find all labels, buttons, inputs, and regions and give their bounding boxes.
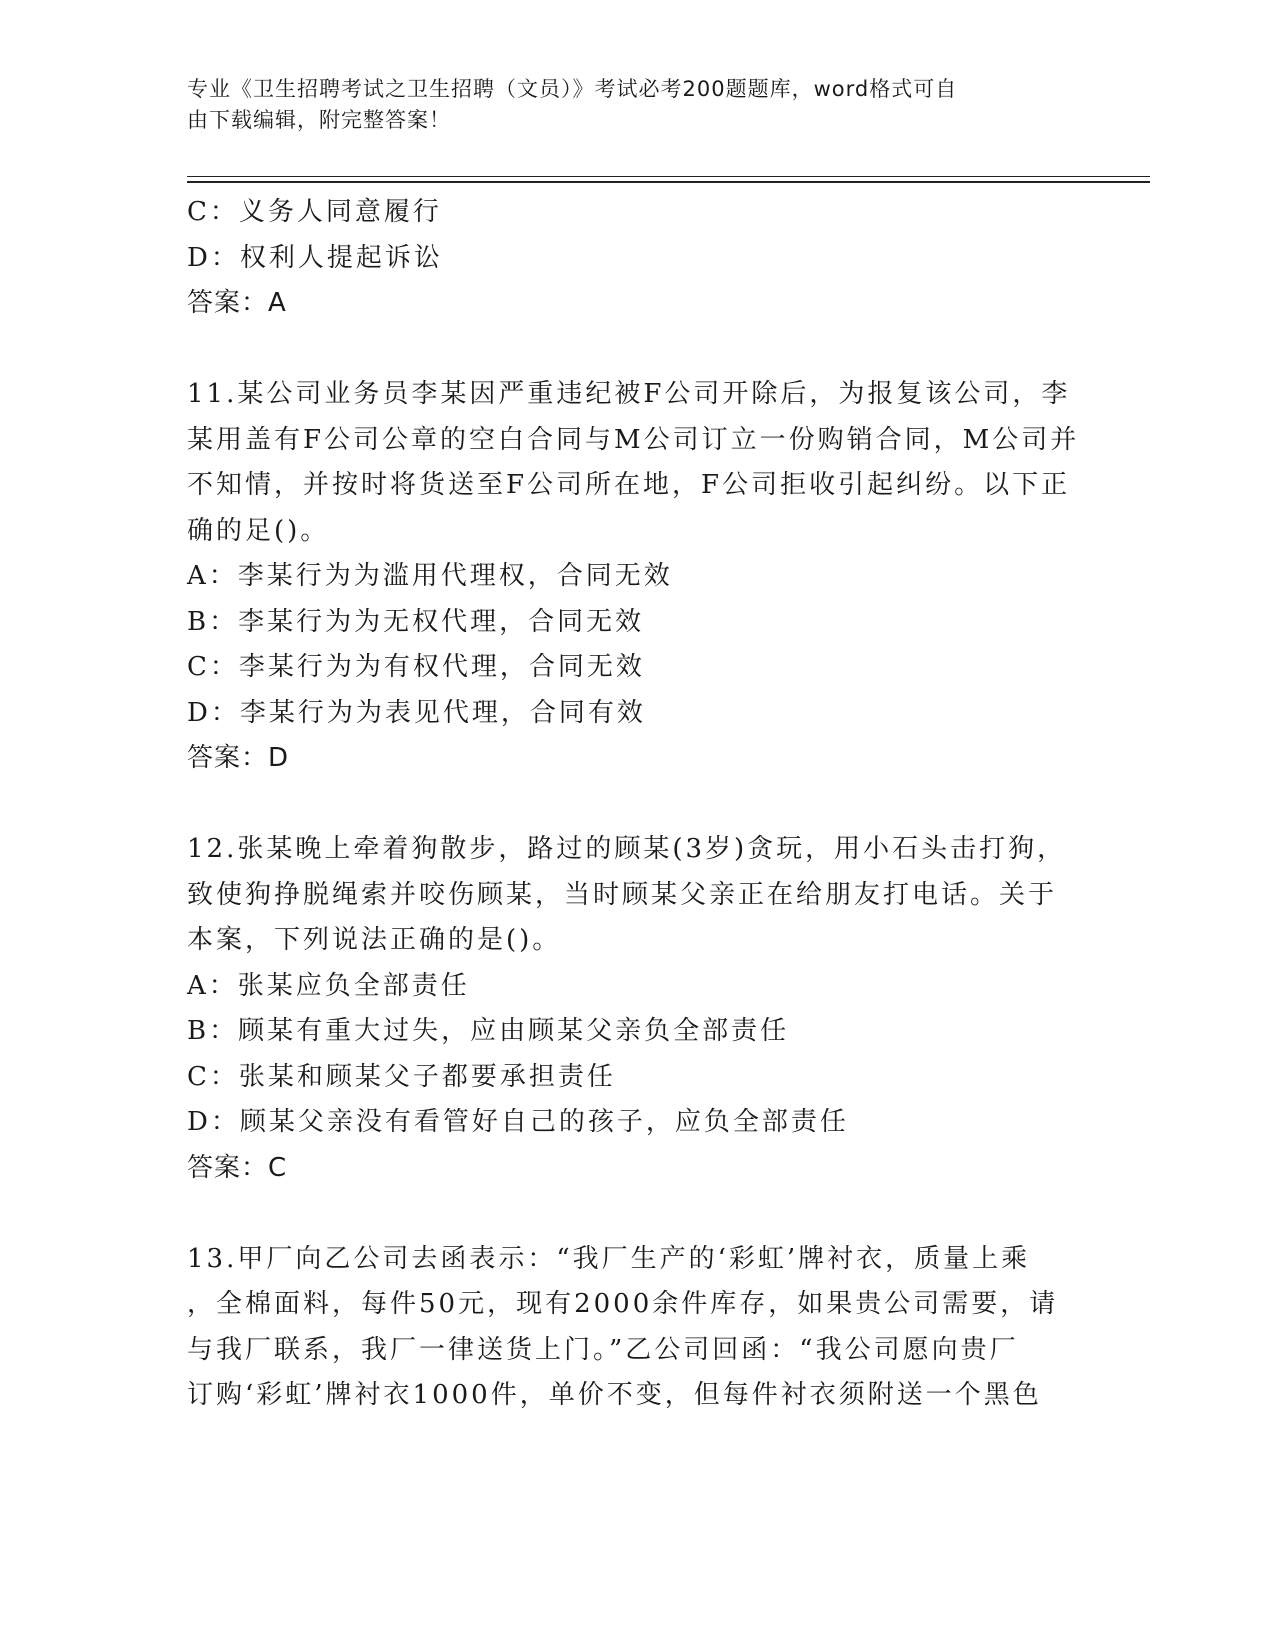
option-c: C：张某和顾某父子都要承担责任 [187,1061,616,1092]
question-spacer [187,782,1087,828]
question-stem-line: 某用盖有F公司公章的空白合同与M公司订立一份购销合同，M公司并 [187,424,1080,455]
document-header [187,74,1067,136]
question-stem-line: 12.张某晚上牵着狗散步，路过的顾某(3岁)贪玩，用小石头击打狗， [187,834,1067,864]
question-stem-line: ，全棉面料，每件50元，现有2000余件库存，如果贵公司需要，请 [187,1289,1059,1319]
header-line-1: 专业《卫生招聘考试之卫生招聘（文员）》考试必考200题题库，word格式可自 [187,77,958,101]
question-stem-line: 与我厂联系，我厂一律送货上门。”乙公司回函：“我公司愿向贵厂 [187,1334,1019,1365]
option-d: D：权利人提起诉讼 [187,242,443,273]
document-body [187,190,1087,1419]
question-spacer [187,327,1087,373]
question-11 [187,372,1087,782]
question-stem-line: 不知情，并按时将货送至F公司所在地，F公司拒收引起纠纷。以下正 [187,470,1071,500]
question-stem-line: 13.甲厂向乙公司去函表示：“我厂生产的‘彩虹’牌衬衣，质量上乘 [187,1243,1031,1274]
previous-question-tail [187,190,1087,327]
answer-line: 答案：C [187,1152,288,1183]
question-12 [187,827,1087,1191]
option-c: C：李某行为为有权代理，合同无效 [187,652,645,682]
answer-line: 答案：A [187,288,287,318]
question-stem-line: 11.某公司业务员李某因严重违纪被F公司开除后，为报复该公司，李 [187,379,1071,409]
answer-line: 答案：D [187,743,290,773]
question-13 [187,1237,1087,1419]
header-line-2: 由下载编辑，附完整答案！ [187,108,451,132]
header-divider-thin [187,176,1150,177]
question-stem-line: 确的足()。 [187,515,330,546]
question-stem-line: 致使狗挣脱绳索并咬伤顾某，当时顾某父亲正在给朋友打电话。关于 [187,879,1058,910]
option-b: B：顾某有重大过失，应由顾某父亲负全部责任 [187,1016,790,1046]
option-c: C：义务人同意履行 [187,197,442,227]
option-a: A：张某应负全部责任 [187,970,470,1001]
option-d: D：顾某父亲没有看管好自己的孩子，应负全部责任 [187,1107,849,1137]
option-a: A：李某行为为滥用代理权，合同无效 [187,561,673,591]
option-d: D：李某行为为表见代理，合同有效 [187,697,646,728]
question-stem-line: 本案，下列说法正确的是()。 [187,925,562,955]
question-spacer [187,1191,1087,1237]
question-stem-line: 订购‘彩虹’牌衬衣1000件，单价不变，但每件衬衣须附送一个黑色 [187,1380,1042,1410]
header-divider-thick [187,181,1150,183]
option-b: B：李某行为为无权代理，合同无效 [187,606,645,637]
